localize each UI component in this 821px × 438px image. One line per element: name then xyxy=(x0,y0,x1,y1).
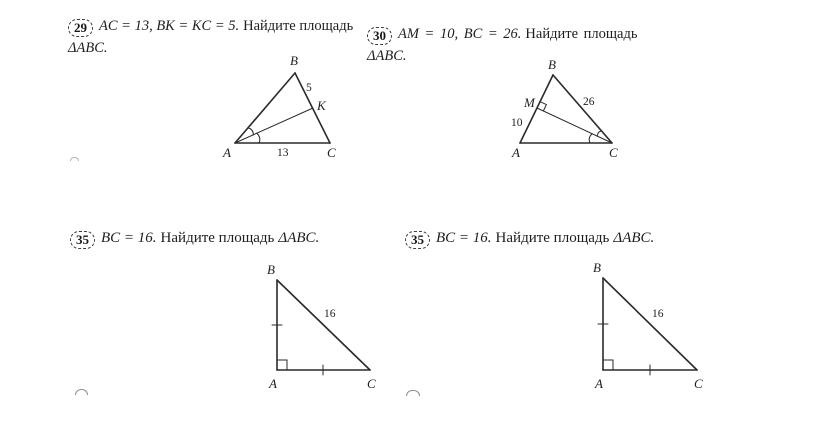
vertex-label-c: C xyxy=(367,376,376,391)
problem-30-given: AM = 10, BC = 26. xyxy=(398,26,522,42)
side-length-am: 10 xyxy=(511,117,523,129)
scan-artifact xyxy=(75,389,88,395)
scan-artifact xyxy=(70,157,79,161)
problem-35-left-target: ΔABC. xyxy=(278,230,320,246)
side-length-bc: 26 xyxy=(583,96,595,108)
problem-35-right-statement xyxy=(405,228,735,249)
vertex-label-c: C xyxy=(327,145,336,160)
angle-arc-mca xyxy=(589,134,592,143)
problem-35-left-number-badge xyxy=(70,231,95,249)
vertex-label-c: C xyxy=(609,145,618,160)
problem-number: 29 xyxy=(74,20,87,35)
vertex-label-a: A xyxy=(269,376,277,391)
point-label-m: M xyxy=(524,95,535,110)
angle-arc-bcm xyxy=(597,131,601,136)
side-bc xyxy=(603,278,697,370)
problem-30-statement xyxy=(367,24,659,45)
point-label-k: K xyxy=(317,98,326,113)
problem-29-given: AC = 13, BK = KC = 5. xyxy=(99,18,240,34)
problem-35-left-task: Найдите площадь xyxy=(160,230,275,246)
cevian-mc xyxy=(537,108,612,143)
vertex-label-b: B xyxy=(267,262,275,277)
vertex-label-b: B xyxy=(593,260,601,275)
vertex-label-c: C xyxy=(694,376,703,391)
triangle-diagram-30 xyxy=(505,56,627,162)
triangle-diagram-29 xyxy=(218,53,346,163)
angle-arc-bak xyxy=(248,128,253,135)
side-length-bc: 16 xyxy=(324,308,336,320)
side-ab xyxy=(235,73,295,143)
vertex-label-a: A xyxy=(223,145,231,160)
problem-35-right-number-badge xyxy=(405,231,430,249)
problem-35-left xyxy=(70,228,400,249)
angle-arc-kac xyxy=(257,133,260,143)
side-bc xyxy=(277,280,370,370)
vertex-label-a: A xyxy=(595,376,603,391)
side-length-ac: 13 xyxy=(277,147,289,159)
problem-35-right-task: Найдите площадь xyxy=(495,230,610,246)
cevian-ak xyxy=(235,108,313,143)
problem-number: 35 xyxy=(411,232,424,247)
side-bc xyxy=(553,75,612,143)
problem-29-target: ΔABC. xyxy=(68,40,108,56)
problem-29-task: Найдите площадь xyxy=(243,18,354,34)
vertex-label-b: B xyxy=(548,57,556,72)
vertex-label-b: B xyxy=(290,53,298,68)
problem-30-task: Найдите площадь xyxy=(525,26,638,42)
triangle-diagram-35-left xyxy=(253,260,388,394)
problem-29-number-badge xyxy=(68,19,93,37)
right-angle-mark-a xyxy=(277,360,287,370)
scan-artifact xyxy=(406,390,420,396)
problem-29-statement xyxy=(68,16,370,37)
right-angle-mark-a xyxy=(603,360,613,370)
problem-30-target: ΔABC. xyxy=(367,48,407,64)
problem-30-number-badge xyxy=(367,27,392,45)
vertex-label-a: A xyxy=(512,145,520,160)
triangle-diagram-35-right xyxy=(578,258,713,394)
problem-number: 30 xyxy=(373,28,386,43)
side-length-bc: 16 xyxy=(652,308,664,320)
problem-35-left-statement xyxy=(70,228,400,249)
problem-35-right xyxy=(405,228,735,249)
problem-35-left-given: BC = 16. xyxy=(101,230,157,246)
problem-35-right-given: BC = 16. xyxy=(436,230,492,246)
problem-35-right-target: ΔABC. xyxy=(613,230,655,246)
side-length-bk: 5 xyxy=(306,82,312,94)
problem-number: 35 xyxy=(76,232,89,247)
problem-29 xyxy=(68,16,370,58)
